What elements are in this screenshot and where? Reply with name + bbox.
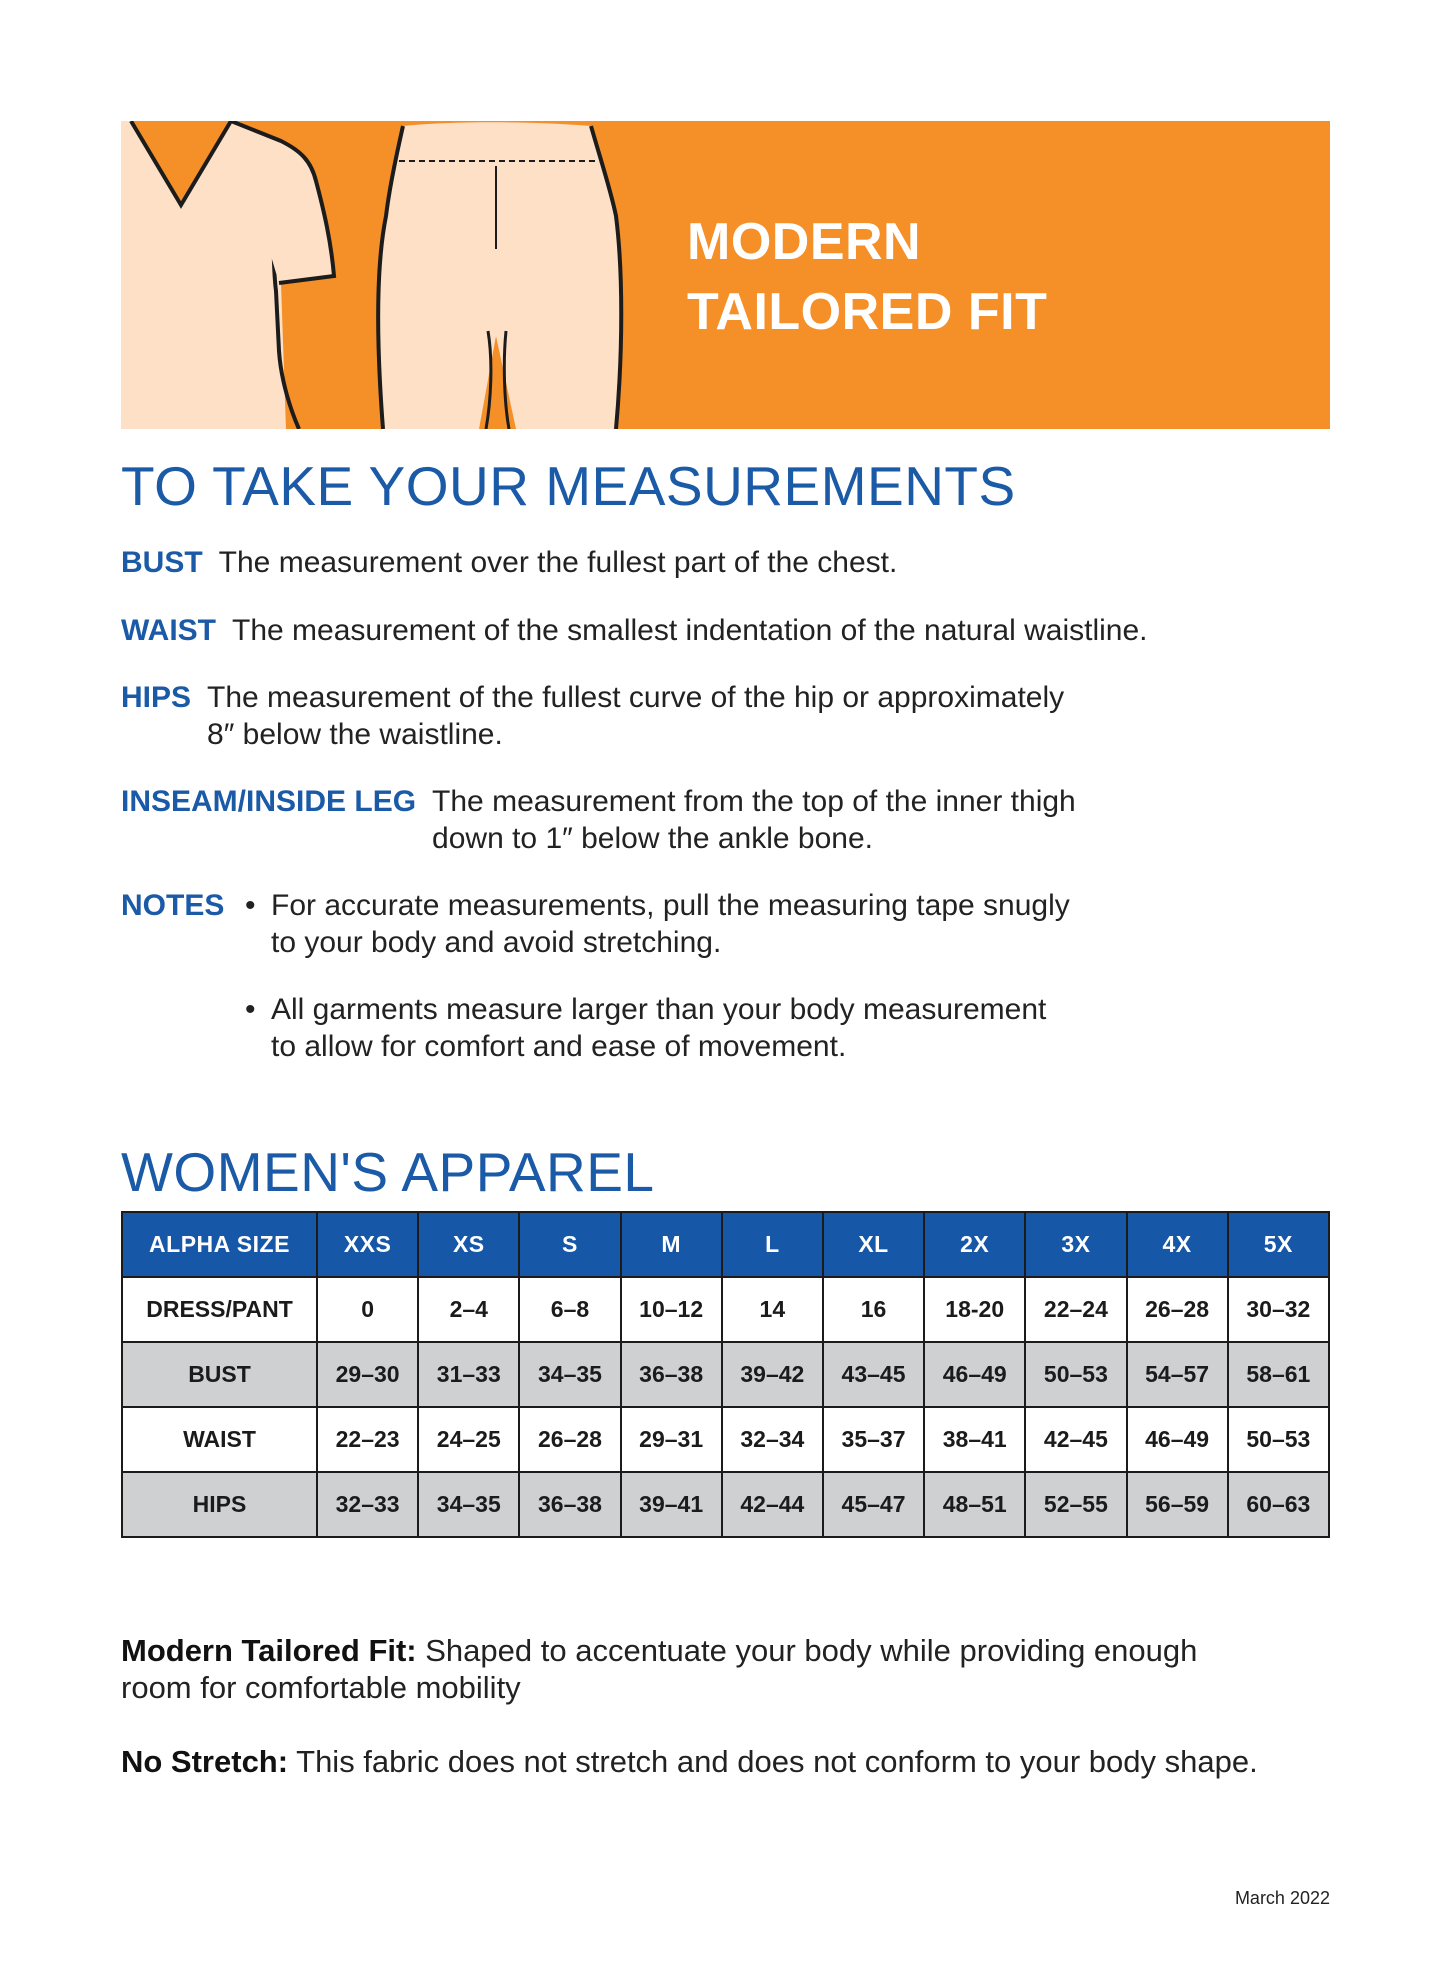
bust-definition: [121, 544, 897, 581]
notes-bullet-2: [245, 991, 1047, 1065]
table-cell: 39–42: [722, 1342, 823, 1407]
notes-term: NOTES: [121, 889, 225, 922]
table-cell: 36–38: [519, 1472, 620, 1537]
banner-title-line1: MODERN: [687, 213, 922, 271]
table-cell: 58–61: [1228, 1342, 1329, 1407]
hips-term: HIPS: [121, 681, 192, 714]
bust-desc: The measurement over the fullest part of the chest.: [218, 546, 898, 579]
waist-definition: [121, 612, 1148, 649]
table-cell: 34–35: [519, 1342, 620, 1407]
notes-bullet-1-line1: For accurate measurements, pull the measuring tape snugly: [271, 889, 1070, 922]
header-cell: S: [519, 1212, 620, 1277]
table-cell: 45–47: [823, 1472, 924, 1537]
table-cell: 46–49: [1127, 1407, 1228, 1472]
table-cell: 22–23: [317, 1407, 418, 1472]
banner-title: [687, 207, 1047, 347]
table-cell: 48–51: [924, 1472, 1025, 1537]
table-cell: 14: [722, 1277, 823, 1342]
banner: [121, 121, 1330, 429]
stretch-note: [121, 1743, 1341, 1780]
table-cell: 22–24: [1025, 1277, 1126, 1342]
inseam-desc: [432, 783, 1076, 857]
table-cell: 42–45: [1025, 1407, 1126, 1472]
table-row: [122, 1472, 1329, 1537]
row-label: BUST: [122, 1342, 317, 1407]
bust-term: BUST: [121, 546, 203, 579]
table-cell: 31–33: [418, 1342, 519, 1407]
hips-definition: [121, 679, 1064, 753]
table-cell: 35–37: [823, 1407, 924, 1472]
table-cell: 36–38: [621, 1342, 722, 1407]
table-cell: 26–28: [519, 1407, 620, 1472]
fit-text-line1: Shaped to accentuate your body while providing enough: [416, 1633, 1198, 1668]
table-cell: 0: [317, 1277, 418, 1342]
table-cell: 10–12: [621, 1277, 722, 1342]
stretch-label: No Stretch:: [121, 1744, 289, 1779]
table-cell: 24–25: [418, 1407, 519, 1472]
table-row: [122, 1407, 1329, 1472]
table-cell: 26–28: [1127, 1277, 1228, 1342]
table-cell: 52–55: [1025, 1472, 1126, 1537]
table-cell: 42–44: [722, 1472, 823, 1537]
table-cell: 6–8: [519, 1277, 620, 1342]
bullet-icon: •: [245, 993, 256, 1026]
fit-note: [121, 1632, 1341, 1706]
table-cell: 43–45: [823, 1342, 924, 1407]
header-cell: 4X: [1127, 1212, 1228, 1277]
header-cell: XXS: [317, 1212, 418, 1277]
table-cell: 50–53: [1228, 1407, 1329, 1472]
waist-desc: The measurement of the smallest indentation of the natural waistline.: [232, 614, 1148, 647]
banner-title-line2: TAILORED FIT: [687, 283, 1048, 341]
table-cell: 39–41: [621, 1472, 722, 1537]
row-label: DRESS/PANT: [122, 1277, 317, 1342]
table-cell: 54–57: [1127, 1342, 1228, 1407]
size-chart-table: [121, 1211, 1330, 1538]
row-label: HIPS: [122, 1472, 317, 1537]
hips-desc-line2: 8″ below the waistline.: [207, 718, 503, 751]
stretch-text: This fabric does not stretch and does not conform to your body shape.: [288, 1744, 1258, 1779]
table-cell: 60–63: [1228, 1472, 1329, 1537]
bullet-icon: •: [245, 889, 256, 922]
table-cell: 30–32: [1228, 1277, 1329, 1342]
measurements-heading: TO TAKE YOUR MEASUREMENTS: [121, 455, 1016, 517]
size-header-row: [122, 1212, 1329, 1277]
inseam-desc-line2: down to 1″ below the ankle bone.: [432, 822, 873, 855]
table-cell: 38–41: [924, 1407, 1025, 1472]
header-cell: M: [621, 1212, 722, 1277]
table-row: [122, 1277, 1329, 1342]
fit-text-line2: room for comfortable mobility: [121, 1670, 521, 1705]
header-cell: 3X: [1025, 1212, 1126, 1277]
notes-bullet-2-line2: to allow for comfort and ease of movement.: [271, 1030, 847, 1063]
header-cell: 2X: [924, 1212, 1025, 1277]
table-cell: 34–35: [418, 1472, 519, 1537]
table-cell: 46–49: [924, 1342, 1025, 1407]
publish-date: March 2022: [1234, 1888, 1330, 1908]
inseam-term: INSEAM/INSIDE LEG: [121, 785, 417, 818]
table-cell: 16: [823, 1277, 924, 1342]
inseam-definition: [121, 783, 1076, 857]
header-cell: 5X: [1228, 1212, 1329, 1277]
hips-desc-line1: The measurement of the fullest curve of the hip or approximately: [207, 681, 1065, 714]
table-cell: 2–4: [418, 1277, 519, 1342]
notes-term-row: [121, 887, 240, 924]
row-label: WAIST: [122, 1407, 317, 1472]
waist-term: WAIST: [121, 614, 216, 647]
table-row: [122, 1342, 1329, 1407]
fit-label: Modern Tailored Fit:: [121, 1633, 417, 1668]
table-cell: 29–30: [317, 1342, 418, 1407]
table-cell: 18-20: [924, 1277, 1025, 1342]
notes-bullet-2-line1: All garments measure larger than your body measurement: [271, 993, 1047, 1026]
header-cell: XL: [823, 1212, 924, 1277]
table-cell: 50–53: [1025, 1342, 1126, 1407]
table-cell: 32–33: [317, 1472, 418, 1537]
apparel-heading: WOMEN'S APPAREL: [121, 1141, 655, 1203]
header-cell: XS: [418, 1212, 519, 1277]
header-cell: ALPHA SIZE: [122, 1212, 317, 1277]
notes-bullet-1-line2: to your body and avoid stretching.: [271, 926, 722, 959]
table-cell: 32–34: [722, 1407, 823, 1472]
header-cell: L: [722, 1212, 823, 1277]
table-cell: 29–31: [621, 1407, 722, 1472]
notes-bullet-1: [245, 887, 1070, 961]
table-cell: 56–59: [1127, 1472, 1228, 1537]
inseam-desc-line1: The measurement from the top of the inner thigh: [432, 785, 1076, 818]
hips-desc: [207, 679, 1064, 753]
